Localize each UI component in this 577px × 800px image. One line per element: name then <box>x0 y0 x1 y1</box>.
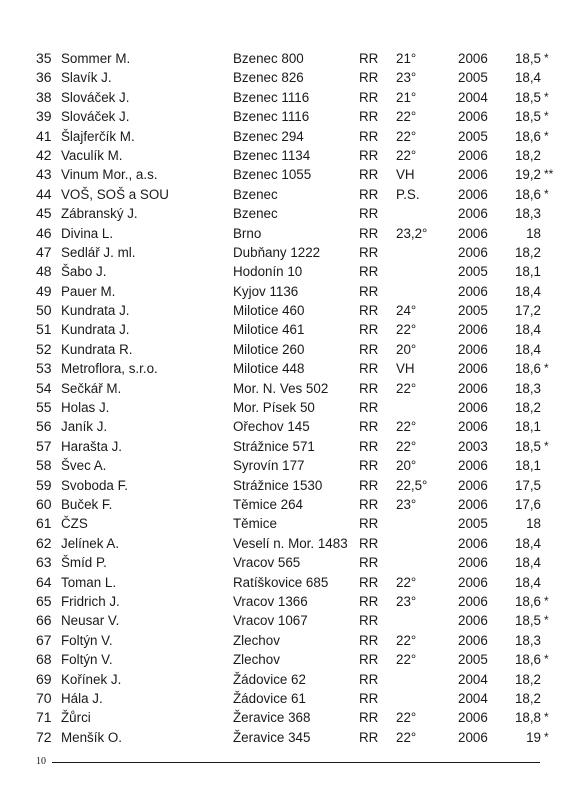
row-number: 51 <box>36 321 52 338</box>
harvest-note: 22° <box>396 632 417 648</box>
vintage-year: 2006 <box>458 613 488 629</box>
row-number: 43 <box>36 166 52 183</box>
harvest-note: 22° <box>396 729 417 745</box>
rating-mark: * <box>544 613 549 628</box>
grower-name: Toman L. <box>61 574 117 590</box>
vintage-year: 2006 <box>458 593 488 609</box>
table-row <box>36 262 556 281</box>
row-number: 71 <box>36 709 52 726</box>
sugar-value: 18,6 <box>514 361 541 377</box>
row-number: 59 <box>36 476 52 493</box>
variety-code: RR <box>359 283 379 299</box>
row-number: 60 <box>36 495 52 512</box>
sugar-value: 18,1 <box>514 458 541 474</box>
harvest-note: 22° <box>396 574 417 590</box>
grower-address: Ořechov 145 <box>233 419 310 435</box>
table-row <box>36 359 556 378</box>
variety-code: RR <box>359 70 379 86</box>
vintage-year: 2005 <box>458 264 488 280</box>
rating-mark: * <box>544 710 549 725</box>
grower-name: Harašta J. <box>61 438 123 454</box>
table-row <box>36 611 556 630</box>
harvest-note: 22° <box>396 147 417 163</box>
vintage-year: 2006 <box>458 147 488 163</box>
row-number: 52 <box>36 340 52 357</box>
rating-mark: * <box>544 128 549 143</box>
grower-address: Vracov 1366 <box>233 593 308 609</box>
sugar-value: 18,3 <box>514 380 541 396</box>
row-number: 38 <box>36 88 52 105</box>
row-number: 66 <box>36 612 52 629</box>
variety-code: RR <box>359 147 379 163</box>
grower-address: Zlechov <box>233 632 280 648</box>
grower-address: Bzenec <box>233 206 278 222</box>
row-number: 41 <box>36 127 52 144</box>
sugar-value: 18,1 <box>514 264 541 280</box>
sugar-value: 18,6 <box>514 128 541 144</box>
sugar-value: 18,4 <box>514 341 541 357</box>
rating-mark: * <box>544 51 549 65</box>
row-number: 55 <box>36 399 52 416</box>
harvest-note: 22° <box>396 380 417 396</box>
vintage-year: 2006 <box>458 535 488 551</box>
rating-mark: * <box>544 89 549 104</box>
table-row <box>36 88 556 107</box>
rating-mark: * <box>544 652 549 667</box>
page-number: 10 <box>36 756 46 767</box>
harvest-note: 23° <box>396 593 417 609</box>
sugar-value: 18,8 <box>514 710 541 726</box>
harvest-note: 24° <box>396 303 417 319</box>
grower-name: Slováček J. <box>61 89 130 105</box>
table-row <box>36 592 556 611</box>
grower-name: Švec A. <box>61 458 107 474</box>
grower-name: Sommer M. <box>61 51 131 66</box>
grower-address: Těmice <box>233 516 277 532</box>
row-number: 64 <box>36 573 52 590</box>
table-row <box>36 514 556 533</box>
harvest-note: 22° <box>396 652 417 668</box>
harvest-note: P.S. <box>396 186 420 202</box>
row-number: 48 <box>36 263 52 280</box>
grower-name: Kundrata J. <box>61 303 130 319</box>
row-number: 44 <box>36 185 52 202</box>
vintage-year: 2005 <box>458 652 488 668</box>
grower-name: Janík J. <box>61 419 108 435</box>
table-row <box>36 398 556 417</box>
grower-address: Bzenec 294 <box>233 128 304 144</box>
table-row <box>36 670 556 689</box>
table-row <box>36 495 556 514</box>
sugar-value: 17,6 <box>514 496 541 512</box>
table-row <box>36 282 556 301</box>
row-number: 62 <box>36 534 52 551</box>
grower-name: Zábranský J. <box>61 206 138 222</box>
table-row <box>36 320 556 339</box>
rating-mark: * <box>544 729 549 744</box>
harvest-note: 22° <box>396 710 417 726</box>
grower-name: Pauer M. <box>61 283 116 299</box>
vintage-year: 2006 <box>458 167 488 183</box>
sugar-value: 18,5 <box>514 51 541 66</box>
vintage-year: 2006 <box>458 477 488 493</box>
row-number: 39 <box>36 108 52 125</box>
vintage-year: 2006 <box>458 729 488 745</box>
variety-code: RR <box>359 632 379 648</box>
variety-code: RR <box>359 535 379 551</box>
variety-code: RR <box>359 322 379 338</box>
sugar-value: 18,3 <box>514 632 541 648</box>
variety-code: RR <box>359 555 379 571</box>
sugar-value: 18,2 <box>514 400 541 416</box>
vintage-year: 2005 <box>458 516 488 532</box>
rating-mark: * <box>544 361 549 376</box>
grower-name: Žůrci <box>61 710 91 726</box>
variety-code: RR <box>359 419 379 435</box>
row-number: 68 <box>36 651 52 668</box>
row-number: 65 <box>36 592 52 609</box>
sugar-value: 18,5 <box>514 613 541 629</box>
row-number: 69 <box>36 670 52 687</box>
variety-code: RR <box>359 244 379 260</box>
variety-code: RR <box>359 167 379 183</box>
sugar-value: 18,2 <box>514 147 541 163</box>
grower-address: Milotice 448 <box>233 361 305 377</box>
grower-name: Sečkář M. <box>61 380 122 396</box>
sugar-value: 18,1 <box>514 419 541 435</box>
grower-name: VOŠ, SOŠ a SOU <box>61 186 169 202</box>
grower-name: Svoboda F. <box>61 477 128 493</box>
harvest-note: 21° <box>396 89 417 105</box>
row-number: 35 <box>36 50 52 66</box>
row-number: 36 <box>36 69 52 86</box>
table-row <box>36 379 556 398</box>
grower-name: Šmíd P. <box>61 555 107 571</box>
grower-name: Sedlář J. ml. <box>61 244 136 260</box>
grower-address: Hodonín 10 <box>233 264 303 280</box>
grower-name: Šlajferčík M. <box>61 128 135 144</box>
table-row <box>36 49 556 68</box>
vintage-year: 2005 <box>458 128 488 144</box>
sugar-value: 18,2 <box>514 671 541 687</box>
grower-address: Syrovín 177 <box>233 458 305 474</box>
variety-code: RR <box>359 400 379 416</box>
variety-code: RR <box>359 613 379 629</box>
grower-address: Bzenec 1055 <box>233 167 312 183</box>
harvest-note: 23° <box>396 496 417 512</box>
grower-address: Bzenec 800 <box>233 51 304 66</box>
row-number: 50 <box>36 302 52 319</box>
variety-code: RR <box>359 225 379 241</box>
table-row <box>36 631 556 650</box>
harvest-note: 22° <box>396 438 417 454</box>
vintage-year: 2006 <box>458 380 488 396</box>
row-number: 46 <box>36 224 52 241</box>
variety-code: RR <box>359 303 379 319</box>
grower-name: Šabo J. <box>61 264 107 280</box>
sugar-value: 18,4 <box>514 555 541 571</box>
row-number: 67 <box>36 631 52 648</box>
grower-address: Bzenec 826 <box>233 70 304 86</box>
variety-code: RR <box>359 380 379 396</box>
table-row <box>36 204 556 223</box>
row-number: 70 <box>36 689 52 706</box>
vintage-year: 2004 <box>458 89 488 105</box>
row-number: 56 <box>36 418 52 435</box>
results-table <box>36 49 556 747</box>
table-row <box>36 650 556 669</box>
vintage-year: 2006 <box>458 244 488 260</box>
variety-code: RR <box>359 477 379 493</box>
grower-address: Bzenec <box>233 186 278 202</box>
variety-code: RR <box>359 361 379 377</box>
grower-address: Bzenec 1134 <box>233 147 311 163</box>
grower-name: Kořínek J. <box>61 671 122 687</box>
grower-address: Zlechov <box>233 652 280 668</box>
grower-address: Milotice 461 <box>233 322 305 338</box>
table-row <box>36 68 556 87</box>
grower-address: Těmice 264 <box>233 496 303 512</box>
row-number: 54 <box>36 379 52 396</box>
grower-address: Mor. N. Ves 502 <box>233 380 329 396</box>
sugar-value: 18 <box>526 225 541 241</box>
harvest-note: VH <box>396 361 415 377</box>
grower-address: Žádovice 61 <box>233 690 306 706</box>
grower-name: Buček F. <box>61 496 113 512</box>
vintage-year: 2006 <box>458 632 488 648</box>
grower-address: Strážnice 571 <box>233 438 315 454</box>
variety-code: RR <box>359 710 379 726</box>
grower-address: Ratíškovice 685 <box>233 574 329 590</box>
vintage-year: 2006 <box>458 225 488 241</box>
variety-code: RR <box>359 51 379 66</box>
grower-name: Neusar V. <box>61 613 120 629</box>
grower-name: Slováček J. <box>61 109 130 125</box>
grower-name: ČZS <box>61 516 88 532</box>
harvest-note: 21° <box>396 51 417 66</box>
sugar-value: 17,2 <box>514 303 541 319</box>
variety-code: RR <box>359 516 379 532</box>
harvest-note: 22,5° <box>396 477 428 493</box>
harvest-note: 23,2° <box>396 225 428 241</box>
sugar-value: 18,4 <box>514 574 541 590</box>
vintage-year: 2004 <box>458 671 488 687</box>
table-row <box>36 573 556 592</box>
grower-address: Žeravice 368 <box>233 710 311 726</box>
grower-name: Menšík O. <box>61 729 123 745</box>
sugar-value: 18,5 <box>514 89 541 105</box>
variety-code: RR <box>359 574 379 590</box>
table-row <box>36 185 556 204</box>
grower-address: Žádovice 62 <box>233 671 306 687</box>
grower-name: Holas J. <box>61 400 110 416</box>
vintage-year: 2006 <box>458 496 488 512</box>
row-number: 57 <box>36 437 52 454</box>
table-row <box>36 224 556 243</box>
row-number: 47 <box>36 243 52 260</box>
grower-name: Fridrich J. <box>61 593 120 609</box>
harvest-note: VH <box>396 167 415 183</box>
grower-name: Kundrata J. <box>61 322 130 338</box>
grower-name: Kundrata R. <box>61 341 133 357</box>
variety-code: RR <box>359 690 379 706</box>
vintage-year: 2006 <box>458 419 488 435</box>
rating-mark: * <box>544 593 549 608</box>
variety-code: RR <box>359 496 379 512</box>
grower-address: Brno <box>233 225 262 241</box>
variety-code: RR <box>359 438 379 454</box>
sugar-value: 19,2 <box>514 167 541 183</box>
vintage-year: 2006 <box>458 283 488 299</box>
harvest-note: 20° <box>396 341 417 357</box>
harvest-note: 22° <box>396 322 417 338</box>
sugar-value: 18 <box>526 516 541 532</box>
vintage-year: 2006 <box>458 555 488 571</box>
rating-mark: * <box>544 186 549 201</box>
variety-code: RR <box>359 264 379 280</box>
row-number: 61 <box>36 515 52 532</box>
variety-code: RR <box>359 206 379 222</box>
table-row <box>36 534 556 553</box>
table-row <box>36 728 556 747</box>
grower-name: Jelínek A. <box>61 535 120 551</box>
vintage-year: 2006 <box>458 458 488 474</box>
table-row <box>36 456 556 475</box>
variety-code: RR <box>359 186 379 202</box>
row-number: 72 <box>36 728 52 745</box>
grower-address: Dubňany 1222 <box>233 244 321 260</box>
grower-name: Foltýn V. <box>61 652 113 668</box>
table-row <box>36 553 556 572</box>
harvest-note: 22° <box>396 128 417 144</box>
variety-code: RR <box>359 341 379 357</box>
table-row <box>36 437 556 456</box>
sugar-value: 18,6 <box>514 186 541 202</box>
grower-name: Divina L. <box>61 225 114 241</box>
sugar-value: 18,3 <box>514 206 541 222</box>
grower-name: Foltýn V. <box>61 632 113 648</box>
row-number: 58 <box>36 457 52 474</box>
variety-code: RR <box>359 671 379 687</box>
sugar-value: 18,5 <box>514 438 541 454</box>
sugar-value: 18,4 <box>514 322 541 338</box>
row-number: 63 <box>36 554 52 571</box>
sugar-value: 18,4 <box>514 535 541 551</box>
footer-rule <box>52 762 540 763</box>
vintage-year: 2003 <box>458 438 488 454</box>
table-row <box>36 107 556 126</box>
harvest-note: 23° <box>396 70 417 86</box>
row-number: 53 <box>36 360 52 377</box>
row-number: 45 <box>36 205 52 222</box>
sugar-value: 17,5 <box>514 477 541 493</box>
sugar-value: 18,6 <box>514 652 541 668</box>
sugar-value: 18,2 <box>514 690 541 706</box>
table-row <box>36 165 556 184</box>
sugar-value: 18,2 <box>514 244 541 260</box>
grower-name: Vaculík M. <box>61 147 123 163</box>
sugar-value: 18,6 <box>514 593 541 609</box>
grower-name: Metroflora, s.r.o. <box>61 361 158 377</box>
grower-address: Kyjov 1136 <box>233 283 299 299</box>
variety-code: RR <box>359 89 379 105</box>
harvest-note: 22° <box>396 419 417 435</box>
grower-name: Vinum Mor., a.s. <box>61 167 158 183</box>
vintage-year: 2006 <box>458 574 488 590</box>
table-row <box>36 243 556 262</box>
vintage-year: 2006 <box>458 710 488 726</box>
rating-mark: * <box>544 109 549 124</box>
harvest-note: 22° <box>396 109 417 125</box>
variety-code: RR <box>359 458 379 474</box>
vintage-year: 2006 <box>458 51 488 66</box>
row-number: 49 <box>36 282 52 299</box>
variety-code: RR <box>359 729 379 745</box>
grower-name: Slavík J. <box>61 70 112 86</box>
vintage-year: 2006 <box>458 206 488 222</box>
vintage-year: 2006 <box>458 341 488 357</box>
sugar-value: 18,4 <box>514 70 541 86</box>
table-row <box>36 689 556 708</box>
vintage-year: 2005 <box>458 303 488 319</box>
vintage-year: 2006 <box>458 361 488 377</box>
grower-address: Milotice 260 <box>233 341 305 357</box>
row-number: 42 <box>36 146 52 163</box>
variety-code: RR <box>359 652 379 668</box>
table-row <box>36 301 556 320</box>
sugar-value: 18,4 <box>514 283 541 299</box>
table-row <box>36 476 556 495</box>
grower-address: Bzenec 1116 <box>233 109 310 125</box>
vintage-year: 2005 <box>458 70 488 86</box>
vintage-year: 2006 <box>458 109 488 125</box>
vintage-year: 2006 <box>458 322 488 338</box>
variety-code: RR <box>359 128 379 144</box>
table-row <box>36 127 556 146</box>
grower-address: Veselí n. Mor. 1483 <box>233 535 348 551</box>
vintage-year: 2006 <box>458 186 488 202</box>
grower-address: Strážnice 1530 <box>233 477 323 493</box>
grower-address: Bzenec 1116 <box>233 89 310 105</box>
variety-code: RR <box>359 109 379 125</box>
grower-address: Vracov 1067 <box>233 613 308 629</box>
table-row <box>36 708 556 727</box>
table-row <box>36 417 556 436</box>
grower-address: Mor. Písek 50 <box>233 400 315 416</box>
rating-mark: * <box>544 438 549 453</box>
grower-name: Hála J. <box>61 690 103 706</box>
rating-mark: ** <box>544 167 554 182</box>
grower-address: Milotice 460 <box>233 303 305 319</box>
variety-code: RR <box>359 593 379 609</box>
grower-address: Žeravice 345 <box>233 729 311 745</box>
sugar-value: 19 <box>526 729 541 745</box>
sugar-value: 18,5 <box>514 109 541 125</box>
harvest-note: 20° <box>396 458 417 474</box>
vintage-year: 2006 <box>458 400 488 416</box>
table-row <box>36 340 556 359</box>
vintage-year: 2004 <box>458 690 488 706</box>
table-row <box>36 146 556 165</box>
grower-address: Vracov 565 <box>233 555 301 571</box>
